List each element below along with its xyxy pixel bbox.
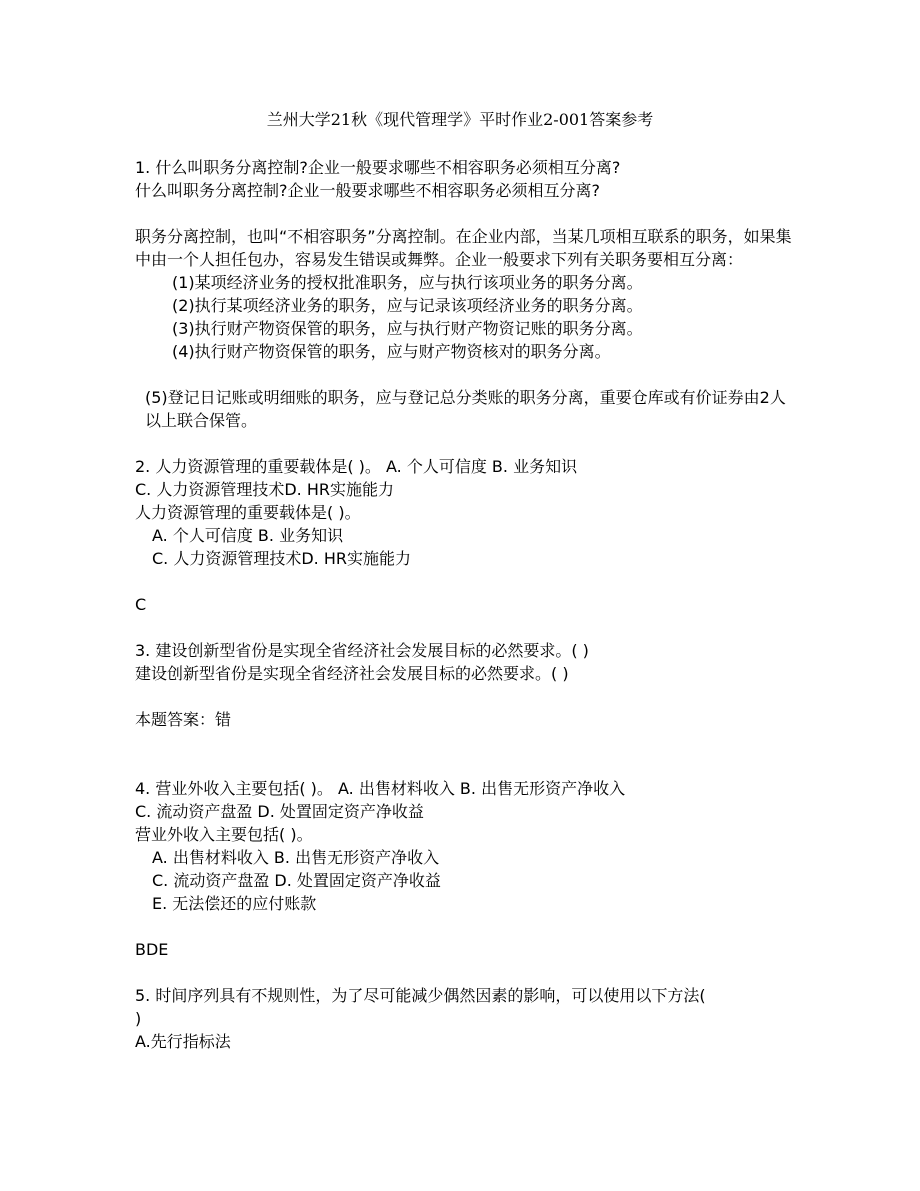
question-1-answer-intro: 职务分离控制，也叫“不相容职务”分离控制。在企业内部，当某几项相互联系的职务，如果集中由一个人担任包办，容易发生错误或舞弊。企业一般要求下列有关职务要相互分离： (135, 227, 792, 269)
question-2-options-line-1: A. 个人可信度 B. 业务知识 (152, 526, 344, 545)
question-4-answer: BDE (135, 940, 169, 959)
question-3 (135, 639, 795, 731)
question-1-item-2: (2)执行某项经济业务的职务，应与记录该项经济业务的职务分离。 (172, 296, 643, 315)
question-2-answer: C (135, 595, 147, 614)
question-1-stem: 1. 什么叫职务分离控制?企业一般要求哪些不相容职务必须相互分离? (135, 158, 621, 177)
question-1-item-4: (4)执行财产物资保管的职务，应与财产物资核对的职务分离。 (172, 342, 611, 361)
question-2 (135, 455, 795, 616)
question-2-repeat: 人力资源管理的重要载体是( )。 (135, 503, 361, 522)
question-2-stem-line-2: C. 人力资源管理技术D. HR实施能力 (135, 480, 394, 499)
question-3-stem: 3. 建设创新型省份是实现全省经济社会发展目标的必然要求。( ) (135, 641, 589, 660)
document-body (135, 156, 795, 1053)
question-4-stem-line-2: C. 流动资产盘盈 D. 处置固定资产净收益 (135, 802, 424, 821)
document-title: 兰州大学21秋《现代管理学》平时作业2-001答案参考 (266, 110, 654, 129)
question-4-options-line-2: C. 流动资产盘盈 D. 处置固定资产净收益 (152, 871, 441, 890)
question-1-repeat: 什么叫职务分离控制?企业一般要求哪些不相容职务必须相互分离? (135, 181, 600, 200)
question-2-stem-line-1: 2. 人力资源管理的重要载体是( )。 A. 个人可信度 B. 业务知识 (135, 457, 578, 476)
question-3-answer: 本题答案：错 (135, 710, 232, 729)
question-4-stem-line-1: 4. 营业外收入主要包括( )。 A. 出售材料收入 B. 出售无形资产净收入 (135, 779, 626, 798)
question-4-repeat: 营业外收入主要包括( )。 (135, 825, 313, 844)
question-1-item-5: (5)登记日记账或明细账的职务，应与登记总分类账的职务分离，重要仓库或有价证券由2人以上联合保管。 (145, 388, 786, 430)
question-4 (135, 777, 795, 961)
question-4-options-line-3: E. 无法偿还的应付账款 (152, 894, 317, 913)
question-5-stem-line-2: ) (135, 1009, 142, 1028)
question-5 (135, 984, 795, 1053)
question-1-item-3: (3)执行财产物资保管的职务，应与执行财产物资记账的职务分离。 (172, 319, 643, 338)
question-3-repeat: 建设创新型省份是实现全省经济社会发展目标的必然要求。( ) (135, 664, 569, 683)
question-4-options-line-1: A. 出售材料收入 B. 出售无形资产净收入 (152, 848, 440, 867)
question-5-stem-line-1: 5. 时间序列具有不规则性，为了尽可能减少偶然因素的影响，可以使用以下方法( (135, 986, 706, 1005)
question-1-item-1: (1)某项经济业务的授权批准职务，应与执行该项业务的职务分离。 (172, 273, 643, 292)
question-2-options-line-2: C. 人力资源管理技术D. HR实施能力 (152, 549, 411, 568)
question-1 (135, 156, 795, 432)
question-5-option-a: A.先行指标法 (135, 1032, 231, 1051)
